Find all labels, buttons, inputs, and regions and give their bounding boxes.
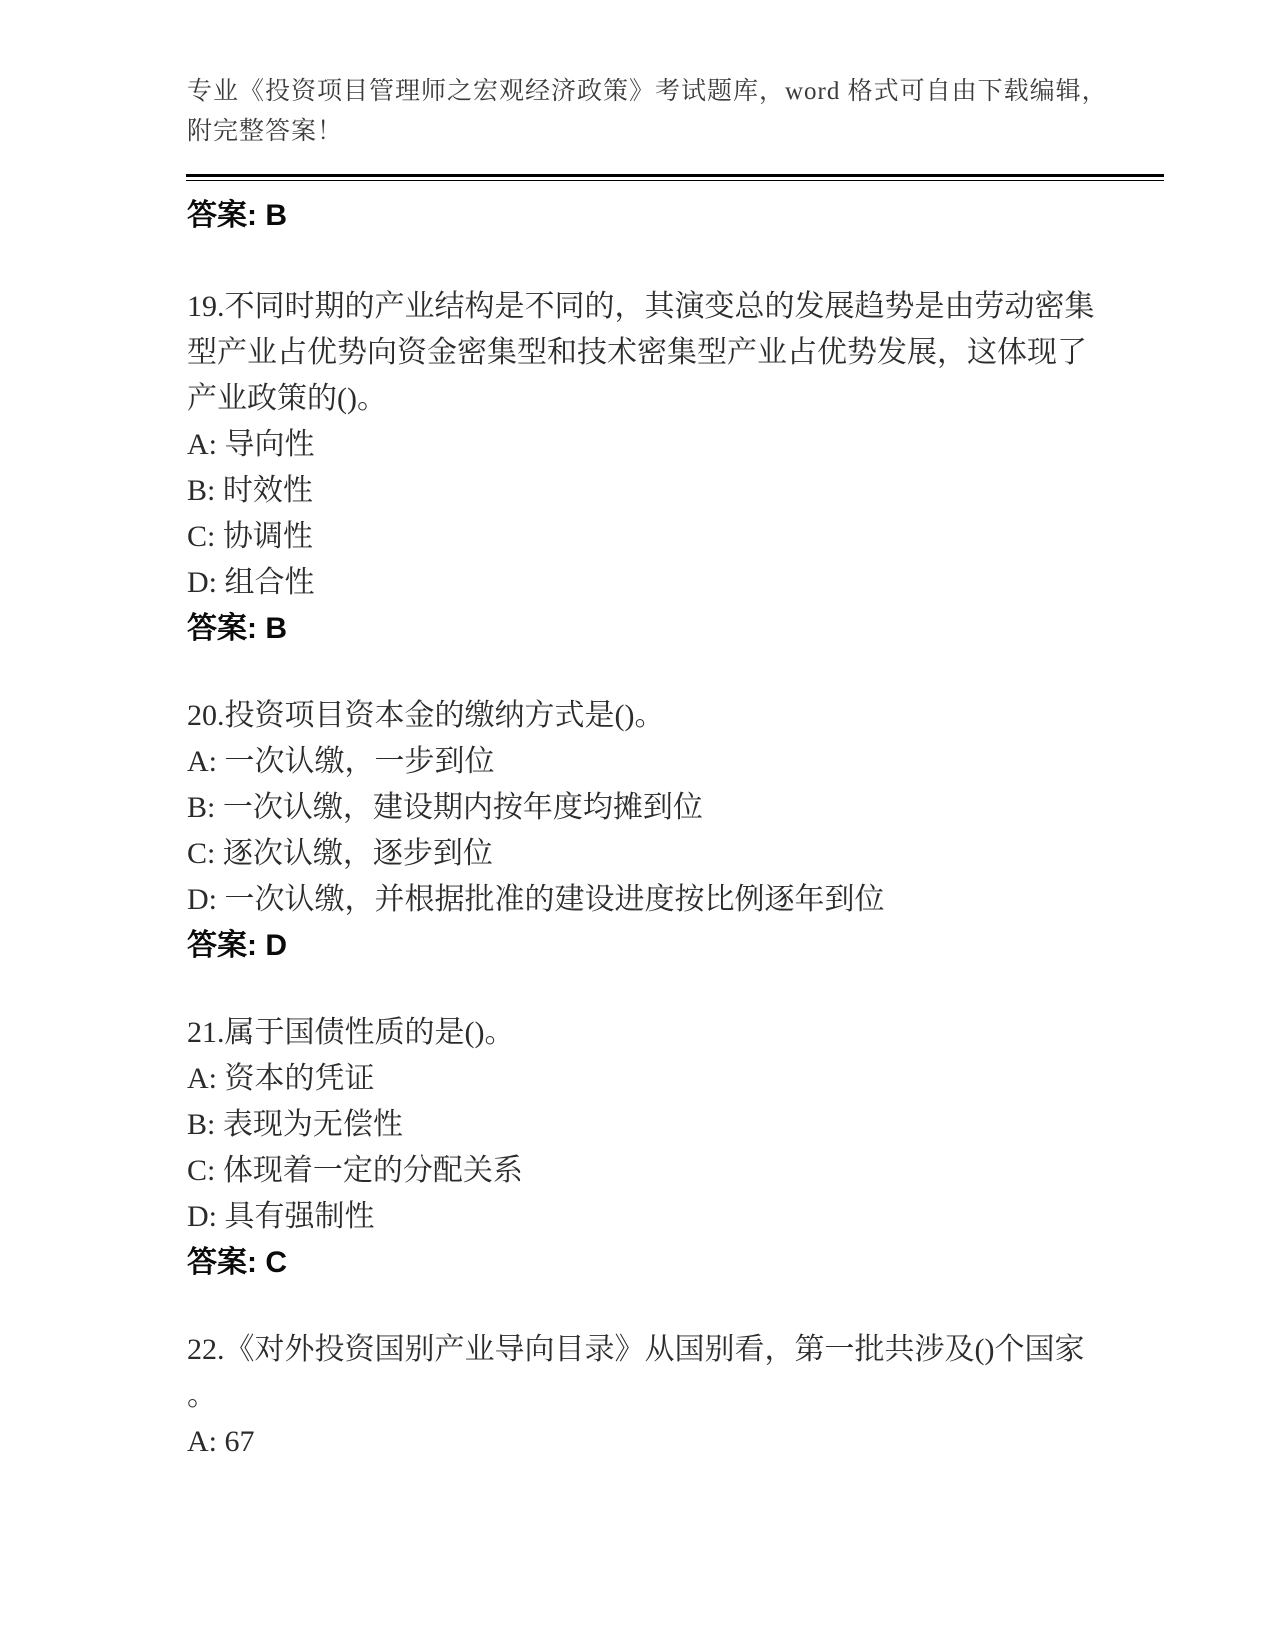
question-block — [187, 284, 1197, 652]
question-text-line: 型产业占优势向资金密集型和技术密集型产业占优势发展，这体现了 — [187, 336, 1087, 369]
option-line: C: 逐次认缴，逐步到位 — [187, 837, 493, 870]
option-line: A: 一次认缴，一步到位 — [187, 745, 495, 778]
questions-list — [187, 284, 1197, 1465]
answer-line: 答案: C — [187, 1246, 287, 1279]
option-line: D: 具有强制性 — [187, 1200, 375, 1233]
answer-line: 答案: B — [187, 199, 287, 232]
question-text — [187, 284, 1197, 422]
header-title-line-2: 附完整答案！ — [187, 118, 344, 145]
question-block — [187, 1327, 1197, 1465]
answer-line: 答案: D — [187, 929, 287, 962]
option-line: D: 组合性 — [187, 566, 315, 599]
question-block — [187, 693, 1197, 969]
question-text-line: 20.投资项目资本金的缴纳方式是()。 — [187, 699, 665, 732]
question-text-line: 21.属于国债性质的是()。 — [187, 1016, 515, 1049]
question-text-line: 22.《对外投资国别产业导向目录》从国别看，第一批共涉及()个国家 — [187, 1333, 1085, 1366]
header-title-line-1: 专业《投资项目管理师之宏观经济政策》考试题库，word 格式可自由下载编辑， — [187, 78, 1108, 105]
question-text — [187, 1010, 1197, 1056]
option-line: A: 67 — [187, 1425, 255, 1458]
question-options — [187, 1056, 1197, 1240]
question-options — [187, 422, 1197, 606]
question-text-line: 19.不同时期的产业结构是不同的，其演变总的发展趋势是由劳动密集 — [187, 290, 1095, 323]
option-line: C: 体现着一定的分配关系 — [187, 1154, 523, 1187]
option-line: A: 资本的凭证 — [187, 1062, 375, 1095]
option-line: D: 一次认缴，并根据批准的建设进度按比例逐年到位 — [187, 883, 885, 916]
question-text-line: 产业政策的()。 — [187, 382, 387, 415]
document-content — [187, 0, 1197, 1465]
option-line: A: 导向性 — [187, 428, 315, 461]
option-line: B: 表现为无偿性 — [187, 1108, 403, 1141]
question-text — [187, 693, 1197, 739]
option-line: B: 时效性 — [187, 474, 313, 507]
answer-line: 答案: B — [187, 612, 287, 645]
question-block — [187, 1010, 1197, 1286]
option-line: C: 协调性 — [187, 520, 313, 553]
question-text-line: 。 — [187, 1379, 217, 1412]
question-options — [187, 1419, 1197, 1465]
document-header — [187, 0, 1197, 152]
header-divider-rule — [186, 174, 1164, 181]
option-line: B: 一次认缴，建设期内按年度均摊到位 — [187, 791, 703, 824]
question-options — [187, 739, 1197, 923]
question-text — [187, 1327, 1197, 1419]
